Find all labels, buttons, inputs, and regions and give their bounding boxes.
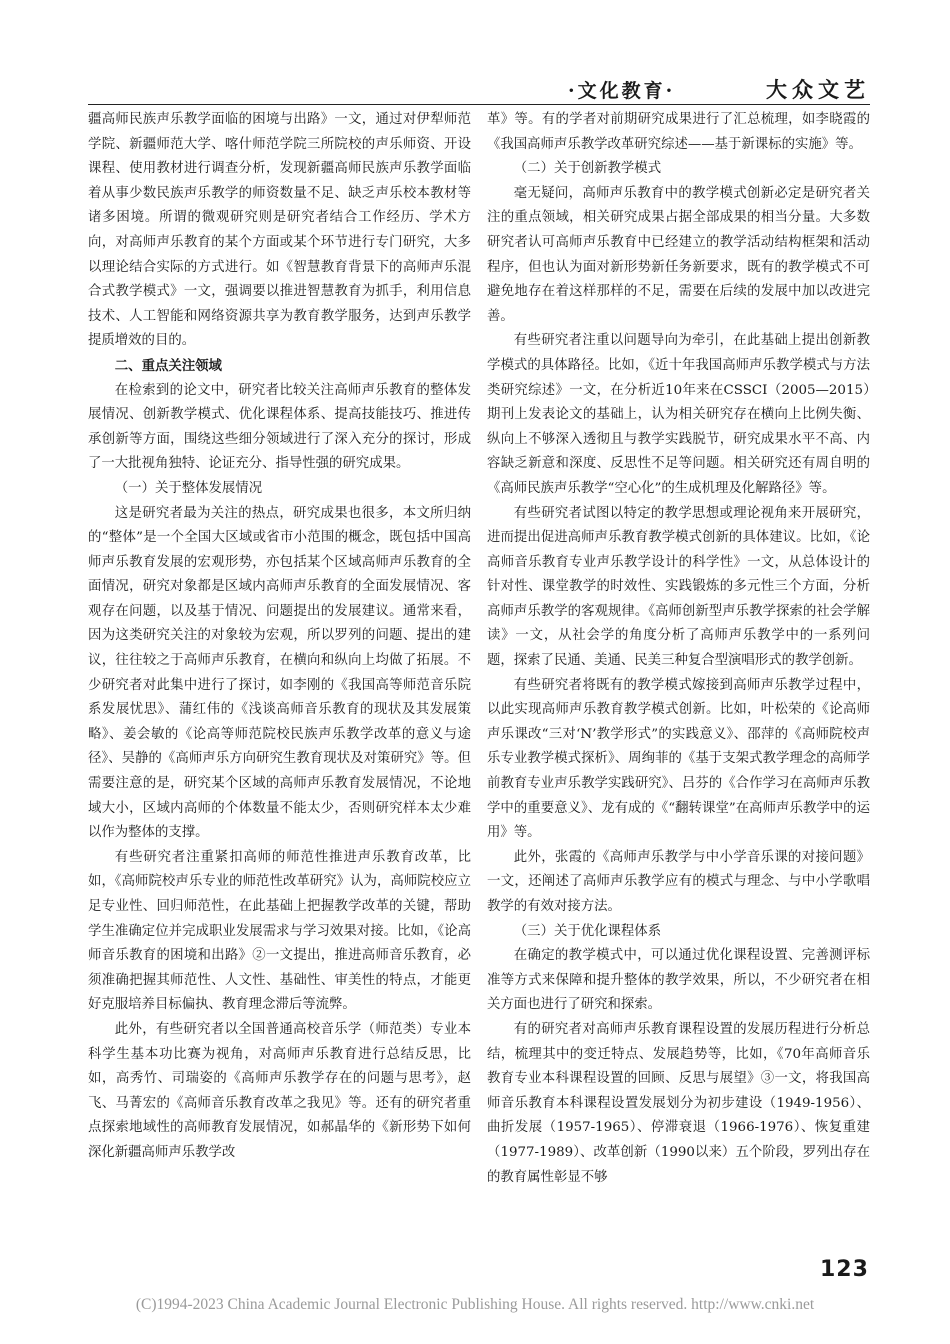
paragraph: 有些研究者试图以特定的教学思想或理论视角来开展研究，进而提出促进高师声乐教育教学模式创新的具体建议。比如，《论高师音乐教育专业声乐教学设计的科学性》一文，从总体设计的针对性、课堂教学的时效性、实践锻炼的多元性三个方面，分析高师声乐教学的客观规律。《高师创新型声乐教学探索的社会学解读》一文，从社会学的角度分析了高师声乐教学中的一系列问题，探索了民通、美通、民美三种复合型演唱形式的教学创新。 (487, 505, 870, 669)
page-number: 123 (820, 1257, 869, 1282)
right-column (487, 108, 870, 1190)
paragraph: 有的研究者对高师声乐教育课程设置的发展历程进行分析总结，梳理其中的变迁特点、发展趋势等，比如，《70年高师音乐教育专业本科课程设置的回顾、反思与展望》③一文，将我国高师音乐教育本科课程设置发展划分为初步建设（1949-1956）、曲折发展（1957-1965）、停滞衰退（1966-1976）、恢复重建（1977-1989）、改革创新（1990以来）五个阶段，罗列出存在的教育属性彰显不够 (487, 1021, 870, 1185)
paragraph: 有些研究者注重以问题导向为牵引，在此基础上提出创新教学模式的具体路径。比如，《近十年我国高师声乐教学模式与方法类研究综述》一文，在分析近10年来在CSSCI（2005—2015）期刊上发表论文的基础上，认为相关研究存在横向上比例失衡、纵向上不够深入透彻且与教学实践脱节，研究成果水平不高、内容缺乏新意和深度、反思性不足等问题。相关研究还有周自明的《高师民族声乐教学“空心化”的生成机理及化解路径》等。 (487, 333, 870, 496)
paragraph: 在检索到的论文中，研究者比较关注高师声乐教育的整体发展情况、创新教学模式、优化课程体系、提高技能技巧、推进传承创新等方面，围绕这些细分领域进行了深入充分的探讨，形成了一大批视角独特、论证充分、指导性强的研究成果。 (88, 382, 471, 472)
paragraph: 在确定的教学模式中，可以通过优化课程设置、完善测评标准等方式来保障和提升整体的教学效果，所以，不少研究者在相关方面也进行了研究和探索。 (487, 948, 870, 1013)
running-header (540, 74, 870, 104)
paragraph: 此外，张霞的《高师声乐教学与中小学音乐课的对接问题》一文，还阐述了高师声乐教学应有的模式与理念、与中小学歌唱教学的有效对接方法。 (487, 849, 870, 914)
left-column (88, 108, 471, 1166)
paragraph: 革》等。有的学者对前期研究成果进行了汇总梳理，如李晓霞的《我国高师声乐教学改革研究综述——基于新课标的实施》等。 (487, 112, 870, 152)
paragraph: 毫无疑问，高师声乐教育中的教学模式创新必定是研究者关注的重点领域，相关研究成果占据全部成果的相当分量。大多数研究者认可高师声乐教育中已经建立的教学活动结构框架和活动程序，但也认为面对新形势新任务新要求，既有的教学模式不可避免地存在着这样那样的不足，需要在后续的发展中加以改进完善。 (487, 185, 870, 324)
paragraph: 这是研究者最为关注的热点，研究成果也很多，本文所归纳的“整体”是一个全国大区域或省市小范围的概念，既包括中国高师声乐教育发展的宏观形势，亦包括某个区域高师声乐教育的全面情况，研究对象都是区域内高师声乐教育的全面发展情况、客观存在问题，以及基于情况、问题提出的发展建议。通常来看，因为这类研究关注的对象较为宏观，所以罗列的问题、提出的建议，往往较之于高师声乐教育，在横向和纵向上均做了拓展。不少研究者对此集中进行了探讨，如李刚的《我国高等师范音乐院系发展忧思》、蒲红伟的《浅谈高师音乐教育的现状及其发展策略》、姜会敏的《论高等师范院校民族声乐教学改革的意义与途径》、吴静的《高师声乐方向研究生教育现状及对策研究》等。但需要注意的是，研究某个区域的高师声乐教育发展情况，不论地域大小，区域内高师的个体数量不能太少，否则研究样本太少难以作为整体的支撑。 (88, 505, 471, 841)
copyright-footer: (C)1994-2023 China Academic Journal Electronic Publishing House. All rights reserved. http://www.cnki.net (135, 1296, 815, 1313)
paragraph: 疆高师民族声乐教学面临的困境与出路》一文，通过对伊犁师范学院、新疆师范大学、喀什师范学院三所院校的声乐师资、开设课程、使用教材进行调查分析，发现新疆高师民族声乐教学面临着从事少数民族声乐教学的师资数量不足、缺乏声乐校本教材等诸多困境。所谓的微观研究则是研究者结合工作经历、学术方向，对高师声乐教育的某个方面或某个环节进行专门研究，大多以理论结合实际的方式进行。如《智慧教育背景下的高师声乐混合式教学模式》一文，强调要以推进智慧教育为抓手，利用信息技术、人工智能和网络资源共享为教育教学服务，达到声乐教学提质增效的目的。 (88, 112, 471, 349)
paragraph: 有些研究者注重紧扣高师的师范性推进声乐教育改革，比如，《高师院校声乐专业的师范性改革研究》认为，高师院校应立足专业性、回归师范性，在此基础上把握教学改革的关键，帮助学生准确定位并完成职业发展需求与学习效果对接。比如，《论高师音乐教育的困境和出路》②一文提出，推进高师音乐教育，必须准确把握其师范性、人文性、基础性、审美性的特点，才能更好克服培养目标偏执、教育理念滞后等流弊。 (88, 849, 471, 1013)
section-label: ·文化教育· (568, 80, 676, 102)
paragraph: 此外，有些研究者以全国普通高校音乐学（师范类）专业本科学生基本功比赛为视角，对高师声乐教育进行总结反思，比如，高秀竹、司瑞姿的《高师声乐教学存在的问题与思考》，赵飞、马菁宏的《高师音乐教育改革之我见》等。还有的研究者重点探索地域性的高师教育发展情况，如郝晶华的《新形势下如何深化新疆高师声乐教学改 (88, 1021, 471, 1160)
paragraph: 有些研究者将既有的教学模式嫁接到高师声乐教学过程中，以此实现高师声乐教育教学模式创新。比如，叶松荣的《论高师声乐课改“三对‘N’教学形式”的实践意义》、邵萍的《高师院校声乐专业教学模式探析》、周绚菲的《基于支架式教学理念的高师学前教育专业声乐教学实践研究》、吕芬的《合作学习在高师声乐教学中的重要意义》、龙有成的《“翻转课堂”在高师声乐教学中的运用》等。 (487, 677, 870, 841)
subsection-heading: （三）关于优化课程体系 (513, 923, 662, 939)
magazine-title: 大众文艺 (766, 77, 870, 102)
section-heading: 二、重点关注领域 (114, 357, 222, 374)
subsection-heading: （一）关于整体发展情况 (114, 480, 263, 496)
header-rule (88, 104, 870, 105)
subsection-heading: （二）关于创新教学模式 (513, 161, 662, 177)
